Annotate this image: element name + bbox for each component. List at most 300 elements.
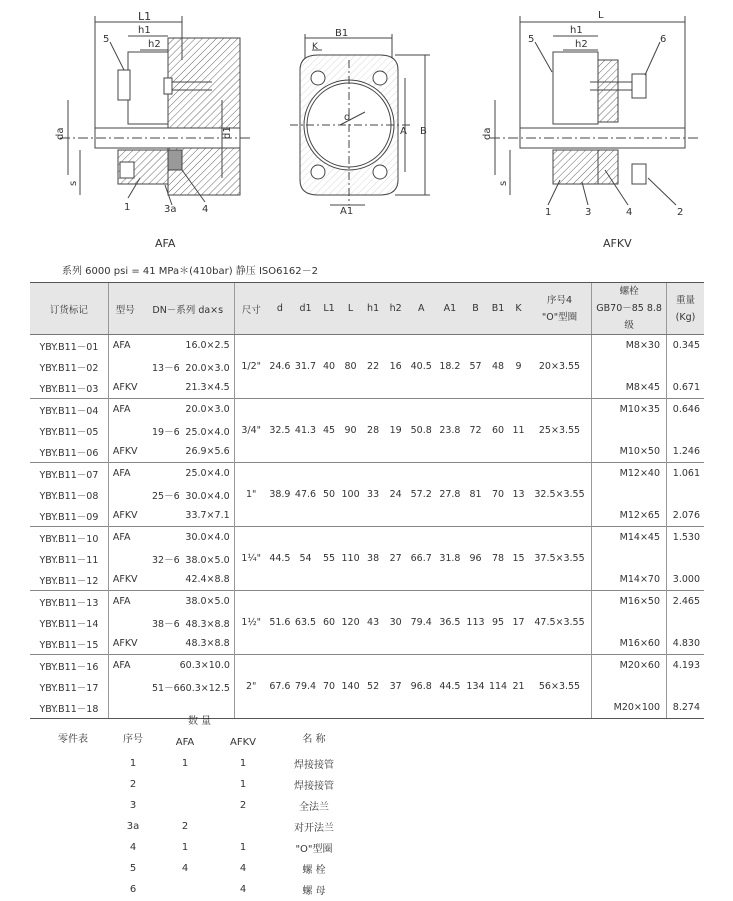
cell-code: YBY.B11－12	[39, 575, 99, 587]
table-row	[30, 655, 704, 677]
cell-code: YBY.B11－18	[30, 697, 108, 719]
cell-h2	[384, 633, 407, 655]
cell-k	[509, 377, 527, 399]
afkv-label-l: L	[598, 10, 604, 21]
cell-weight: 1.246	[667, 441, 704, 463]
parts-no: 1	[129, 758, 137, 769]
cell-l	[339, 377, 362, 399]
cell-weight: 4.830	[667, 633, 704, 655]
cell-dn-da	[142, 548, 235, 569]
cell-d: 32.5	[269, 425, 291, 436]
cell-k	[509, 633, 527, 655]
cell-bolt	[592, 356, 667, 377]
cell-size	[234, 377, 267, 399]
cell-a1	[436, 527, 465, 549]
parts-name: "O"型圈	[295, 844, 333, 855]
cell-d	[268, 591, 293, 613]
cell-d1	[292, 505, 319, 527]
cell-l	[339, 505, 362, 527]
cell-h1	[362, 463, 385, 485]
cell-b1: 78	[491, 553, 505, 564]
parts-blank	[58, 795, 108, 816]
cell-k: 21	[512, 681, 525, 692]
cell-dn-da	[142, 484, 235, 505]
list-item	[58, 753, 354, 774]
cell-a	[407, 441, 436, 463]
parts-afkv: 1	[239, 758, 247, 769]
cell-bolt	[592, 484, 667, 505]
table-row	[30, 548, 704, 569]
cell-a1: 36.5	[439, 617, 461, 628]
cell-b1: 60	[491, 425, 505, 436]
parts-table	[58, 722, 354, 900]
cell-d1	[292, 591, 319, 613]
cell-code: YBY.B11－15	[39, 639, 99, 651]
cell-dn-da	[142, 463, 235, 485]
cell-da: 21.3×4.5	[185, 382, 230, 393]
cell-bolt: M14×45	[592, 527, 667, 549]
cell-b	[464, 591, 487, 613]
parts-header-row	[58, 722, 354, 753]
cell-size	[234, 697, 267, 719]
header-k: K	[509, 283, 527, 335]
flange-front-drawing	[290, 34, 430, 205]
cell-weight: 1.530	[667, 527, 704, 549]
cell-bolt	[592, 676, 667, 697]
header-weight	[667, 283, 704, 335]
cell-l: 140	[341, 681, 360, 692]
table-row	[30, 612, 704, 633]
cell-da: 30.0×4.0	[185, 490, 230, 502]
cell-oring	[528, 527, 592, 549]
cell-a1	[436, 697, 465, 719]
cell-a: 40.5	[410, 361, 432, 372]
cell-k: 13	[512, 489, 525, 500]
cell-a	[407, 633, 436, 655]
cell-l1	[319, 441, 339, 463]
cell-b	[464, 697, 487, 719]
cell-a1	[436, 399, 465, 421]
cell-a	[407, 569, 436, 591]
cell-oring	[528, 655, 592, 677]
cell-a1	[436, 591, 465, 613]
cell-code: YBY.B11－14	[39, 618, 99, 630]
cell-b	[464, 527, 487, 549]
table-row	[30, 633, 704, 655]
cell-oring: 25×3.55	[538, 425, 581, 436]
list-item	[58, 795, 354, 816]
cell-d1	[292, 377, 319, 399]
cell-a	[407, 655, 436, 677]
parts-afa: 1	[181, 842, 189, 853]
cell-d	[268, 377, 293, 399]
cell-l1	[319, 697, 339, 719]
cell-a1: 23.8	[439, 425, 461, 436]
header-weight-line2: (Kg)	[675, 311, 696, 323]
cell-d1	[292, 655, 319, 677]
cell-bolt	[592, 548, 667, 569]
cell-size: 3/4"	[234, 420, 267, 441]
cell-l	[339, 527, 362, 549]
cell-weight	[667, 676, 704, 697]
cell-b	[464, 633, 487, 655]
cell-d	[268, 655, 293, 677]
header-bolt	[592, 283, 667, 335]
cell-b: 96	[469, 553, 482, 564]
header-l1: L1	[319, 283, 339, 335]
cell-k	[509, 655, 527, 677]
header-weight-line1: 重量	[676, 294, 696, 306]
parts-name: 焊接接管	[294, 760, 334, 771]
cell-k	[509, 463, 527, 485]
cell-dn: 38－6	[152, 618, 180, 630]
cell-da: 25.0×4.0	[185, 468, 230, 479]
cell-b1	[487, 655, 510, 677]
cell-size	[234, 591, 267, 613]
cell-b	[464, 377, 487, 399]
cell-l1	[319, 505, 339, 527]
cell-b1	[487, 377, 510, 399]
cell-a	[407, 399, 436, 421]
cell-code: YBY.B11－07	[30, 463, 108, 485]
cell-d1	[292, 335, 319, 357]
afkv-label-6: 6	[660, 34, 667, 45]
cell-b1: 95	[491, 617, 505, 628]
cell-h2: 27	[389, 553, 402, 564]
parts-afa	[158, 795, 212, 816]
cell-a1	[436, 505, 465, 527]
cell-h1	[362, 591, 385, 613]
cell-type: AFKV	[108, 569, 141, 591]
cell-oring	[528, 591, 592, 613]
cell-h2: 37	[389, 681, 402, 692]
cell-code: YBY.B11－03	[39, 383, 99, 395]
cell-d: 67.6	[269, 681, 291, 692]
cell-bolt: M14×70	[592, 569, 667, 591]
afkv-label-s: s	[498, 180, 509, 186]
table-row	[30, 420, 704, 441]
cell-da: 48.3×8.8	[185, 638, 230, 649]
cell-h1: 28	[367, 425, 380, 436]
cell-weight	[667, 484, 704, 505]
cell-d1	[292, 399, 319, 421]
cell-b	[464, 441, 487, 463]
cell-bolt: M12×65	[592, 505, 667, 527]
table-row	[30, 591, 704, 613]
cell-da: 60.3×12.5	[179, 682, 230, 694]
parts-header-no: 序号	[123, 734, 143, 745]
cell-k	[509, 569, 527, 591]
cell-da: 26.9×5.6	[185, 446, 230, 457]
cell-code: YBY.B11－16	[30, 655, 108, 677]
table-row	[30, 676, 704, 697]
cell-weight: 0.671	[667, 377, 704, 399]
cell-code: YBY.B11－01	[39, 341, 99, 353]
flange-label-b: B	[420, 126, 427, 137]
table-row	[30, 527, 704, 549]
header-oring-line2: "O"型圈	[541, 311, 578, 323]
cell-l1: 60	[323, 617, 336, 628]
parts-afkv	[212, 816, 274, 837]
afkv-label-h2: h2	[575, 39, 588, 50]
cell-weight	[667, 356, 704, 377]
parts-header-afkv: AFKV	[230, 737, 256, 748]
parts-blank	[58, 753, 108, 774]
cell-bolt	[592, 420, 667, 441]
cell-a	[407, 591, 436, 613]
cell-b1: 48	[491, 361, 505, 372]
cell-b1	[487, 569, 510, 591]
flange-label-b1: B1	[335, 28, 349, 39]
cell-d1	[292, 697, 319, 719]
cell-h2: 16	[389, 361, 402, 372]
cell-h1	[362, 335, 385, 357]
cell-dn-da	[142, 377, 235, 399]
cell-a1: 31.8	[439, 553, 461, 564]
cell-dn-da	[142, 505, 235, 527]
cell-size: 1¼"	[234, 548, 267, 569]
cell-oring	[528, 633, 592, 655]
cell-h1	[362, 527, 385, 549]
cell-l1: 70	[323, 681, 336, 692]
cell-h1	[362, 505, 385, 527]
cell-dn-da	[142, 356, 235, 377]
header-oring	[528, 283, 592, 335]
cell-a1	[436, 633, 465, 655]
cell-size: 1"	[234, 484, 267, 505]
afkv-label-1: 1	[545, 207, 552, 218]
cell-dn-da	[142, 420, 235, 441]
parts-no: 3a	[126, 821, 140, 832]
cell-da: 30.0×4.0	[185, 532, 230, 543]
cell-k: 15	[512, 553, 525, 564]
cell-a1: 44.5	[439, 681, 461, 692]
cell-d	[268, 527, 293, 549]
list-item	[58, 816, 354, 837]
cell-d: 44.5	[269, 553, 291, 564]
cell-h1: 38	[367, 553, 380, 564]
cell-b1	[487, 399, 510, 421]
cell-weight	[667, 420, 704, 441]
cell-k	[509, 697, 527, 719]
cell-b	[464, 399, 487, 421]
cell-l1	[319, 655, 339, 677]
afkv-label-da: da	[482, 127, 493, 140]
cell-dn: 25－6	[152, 490, 180, 502]
cell-d: 51.6	[269, 617, 291, 628]
cell-code: YBY.B11－09	[39, 511, 99, 523]
cell-weight: 8.274	[667, 697, 704, 719]
cell-l1	[319, 335, 339, 357]
list-item	[58, 879, 354, 900]
cell-weight: 2.076	[667, 505, 704, 527]
cell-d1	[292, 441, 319, 463]
cell-h1	[362, 697, 385, 719]
cell-code: YBY.B11－02	[39, 362, 99, 374]
flange-label-k: K	[312, 42, 318, 52]
cell-l1: 55	[323, 553, 336, 564]
flange-label-a1: A1	[340, 206, 354, 217]
cell-dn-da	[142, 633, 235, 655]
cell-a1	[436, 377, 465, 399]
cell-l1	[319, 527, 339, 549]
afa-caption: AFA	[155, 237, 176, 250]
parts-afa	[158, 774, 212, 795]
cell-size	[234, 505, 267, 527]
cell-l1	[319, 399, 339, 421]
cell-h1: 33	[367, 489, 380, 500]
series-note: 系列 6000 psi = 41 MPa＊(410bar) 静压 ISO6162－2	[62, 266, 318, 277]
cell-type: AFKV	[108, 505, 141, 527]
parts-name: 焊接接管	[294, 781, 334, 792]
cell-l	[339, 655, 362, 677]
cell-bolt: M10×35	[592, 399, 667, 421]
cell-da: 20.0×3.0	[185, 404, 230, 415]
cell-l: 80	[344, 361, 357, 372]
cell-da: 25.0×4.0	[185, 426, 230, 438]
cell-size	[234, 633, 267, 655]
cell-bolt: M12×40	[592, 463, 667, 485]
afa-label-d1: d1	[222, 126, 233, 139]
cell-dn-da	[142, 655, 235, 677]
cell-a1	[436, 335, 465, 357]
table-row	[30, 399, 704, 421]
cell-type: AFKV	[108, 377, 141, 399]
cell-type: AFA	[108, 335, 141, 357]
flange-label-d: d	[344, 112, 351, 123]
cell-d1: 41.3	[294, 425, 317, 436]
parts-header-qty: 数 量	[188, 716, 212, 727]
cell-bolt: M16×50	[592, 591, 667, 613]
cell-d1: 47.6	[294, 489, 317, 500]
cell-size	[234, 399, 267, 421]
cell-weight: 0.345	[667, 335, 704, 357]
cell-l1	[319, 569, 339, 591]
afa-label-l1: L1	[138, 10, 152, 23]
cell-type: AFA	[108, 463, 141, 485]
cell-weight: 2.465	[667, 591, 704, 613]
cell-a1: 27.8	[439, 489, 461, 500]
cell-b1	[487, 441, 510, 463]
list-item	[58, 858, 354, 879]
cell-size: 2"	[234, 676, 267, 697]
cell-code: YBY.B11－06	[39, 447, 99, 459]
cell-dn-da	[142, 569, 235, 591]
table-row	[30, 697, 704, 719]
cell-l1	[319, 377, 339, 399]
cell-weight: 1.061	[667, 463, 704, 485]
cell-da: 38.0×5.0	[185, 596, 230, 607]
table-row	[30, 377, 704, 399]
cell-d1	[292, 527, 319, 549]
cell-bolt: M16×60	[592, 633, 667, 655]
cell-oring: 56×3.55	[538, 681, 581, 692]
cell-bolt: M10×50	[592, 441, 667, 463]
cell-a	[407, 335, 436, 357]
cell-k: 17	[512, 617, 525, 628]
cell-b1: 70	[491, 489, 505, 500]
header-d1: d1	[292, 283, 319, 335]
cell-h2	[384, 463, 407, 485]
parts-blank	[58, 774, 108, 795]
cell-type	[108, 420, 141, 441]
cell-k: 9	[515, 361, 522, 372]
cell-h2	[384, 527, 407, 549]
cell-d1	[292, 463, 319, 485]
cell-a	[407, 697, 436, 719]
cell-size: 1½"	[234, 612, 267, 633]
parts-no: 3	[129, 800, 137, 811]
cell-a	[407, 463, 436, 485]
flange-label-a: A	[400, 126, 407, 137]
cell-d	[268, 697, 293, 719]
afkv-label-h1: h1	[570, 25, 583, 36]
cell-type	[108, 697, 141, 719]
parts-afa	[158, 879, 212, 900]
cell-size	[234, 569, 267, 591]
cell-b: 113	[466, 617, 485, 628]
cell-type: AFA	[108, 399, 141, 421]
cell-dn: 19－6	[152, 426, 180, 438]
cell-weight: 0.646	[667, 399, 704, 421]
parts-no: 5	[129, 863, 137, 874]
cell-k	[509, 399, 527, 421]
cell-l1	[319, 633, 339, 655]
cell-weight	[667, 612, 704, 633]
cell-b1	[487, 463, 510, 485]
cell-h2	[384, 591, 407, 613]
cell-da: 42.4×8.8	[185, 574, 230, 585]
afa-label-5: 5	[103, 34, 110, 45]
cell-a: 96.8	[410, 681, 432, 692]
cell-b1	[487, 505, 510, 527]
cell-b: 134	[466, 681, 485, 692]
list-item	[58, 837, 354, 858]
cell-a1	[436, 463, 465, 485]
parts-no: 4	[129, 842, 137, 853]
header-a: A	[407, 283, 436, 335]
cell-code: YBY.B11－11	[39, 554, 99, 566]
cell-oring	[528, 697, 592, 719]
cell-dn-da	[142, 335, 235, 357]
cell-a: 79.4	[410, 617, 432, 628]
cell-code: YBY.B11－10	[30, 527, 108, 549]
cell-oring	[528, 399, 592, 421]
afkv-label-3: 3	[585, 207, 592, 218]
cell-b1	[487, 335, 510, 357]
afa-label-3a: 3a	[164, 204, 177, 215]
afkv-label-5: 5	[528, 34, 535, 45]
cell-h1	[362, 569, 385, 591]
cell-d	[268, 505, 293, 527]
cell-type: AFA	[108, 527, 141, 549]
parts-blank	[58, 879, 108, 900]
parts-blank	[58, 837, 108, 858]
table-row	[30, 463, 704, 485]
cell-type	[108, 676, 141, 697]
cell-b	[464, 569, 487, 591]
cell-type: AFKV	[108, 441, 141, 463]
cell-dn-da	[142, 612, 235, 633]
cell-a: 66.7	[410, 553, 432, 564]
cell-bolt: M20×100	[592, 697, 667, 719]
parts-name: 对开法兰	[294, 823, 334, 834]
cell-l	[339, 569, 362, 591]
cell-h2	[384, 505, 407, 527]
cell-h1	[362, 399, 385, 421]
cell-a: 50.8	[410, 425, 432, 436]
cell-a1	[436, 655, 465, 677]
